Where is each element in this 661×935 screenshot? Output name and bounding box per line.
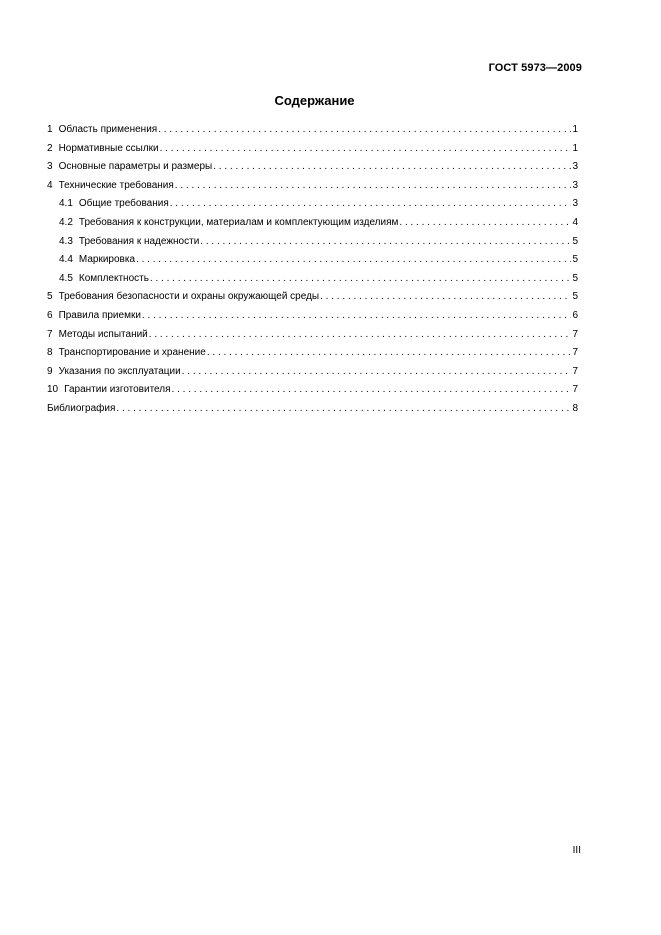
toc-entry-title: Гарантии изготовителя — [64, 384, 171, 396]
toc-entry-number: 8 — [47, 347, 53, 359]
toc-entry-title: Комплектность — [78, 272, 149, 284]
toc-entry[interactable] — [47, 307, 578, 326]
toc-leader-dots — [116, 400, 571, 419]
toc-entry-page: 5 — [572, 291, 578, 303]
toc-entry-page: 7 — [572, 365, 578, 377]
toc-entry-title: Область применения — [58, 124, 158, 135]
toc-entry-title: Общие требования — [78, 198, 169, 210]
toc-leader-dots — [160, 140, 572, 159]
page-number: III — [572, 845, 581, 856]
toc-entry-number: 4.3 — [59, 235, 73, 247]
toc-entry-number: 6 — [47, 309, 53, 321]
toc-leader-dots — [150, 270, 572, 289]
toc-leader-dots — [175, 177, 572, 196]
toc-entry-page: 1 — [572, 124, 578, 135]
toc-leader-dots — [136, 251, 571, 270]
toc-entry-number: 3 — [47, 161, 53, 173]
toc-subentry[interactable] — [47, 195, 578, 214]
toc-entry-page: 6 — [572, 309, 578, 321]
toc-leader-dots — [207, 344, 572, 363]
toc-entry-number: 4.2 — [59, 216, 73, 228]
toc-entry-title: Маркировка — [78, 254, 136, 266]
toc-entry-number: 5 — [47, 291, 53, 303]
toc-entry[interactable] — [47, 158, 578, 177]
table-of-contents — [47, 121, 578, 419]
toc-leader-dots — [172, 381, 572, 400]
toc-entry-number: 4.5 — [59, 272, 73, 284]
toc-entry-title: Транспортирование и хранение — [58, 347, 206, 359]
toc-entry-title: Указания по эксплуатации — [58, 365, 181, 377]
toc-leader-dots — [158, 121, 571, 140]
toc-entry[interactable] — [47, 326, 578, 345]
toc-entry-page: 3 — [572, 161, 578, 173]
toc-leader-dots — [200, 233, 571, 252]
toc-entry-page: 5 — [572, 235, 578, 247]
toc-entry-page: 3 — [572, 179, 578, 191]
toc-entry-title: Правила приемки — [58, 309, 141, 321]
toc-entry-page: 8 — [572, 402, 578, 414]
toc-entry-number: 9 — [47, 365, 53, 377]
toc-entry-title: Требования безопасности и охраны окружающей среды — [58, 291, 320, 303]
toc-subentry[interactable] — [47, 251, 578, 270]
toc-entry-title: Требования к надежности — [78, 235, 200, 247]
toc-entry-number: 10 — [47, 384, 59, 396]
toc-entry-bibliography[interactable] — [47, 400, 578, 419]
toc-entry-number: 4.1 — [59, 198, 73, 210]
toc-entry-number: 1 — [47, 124, 53, 135]
toc-entry-title: Технические требования — [58, 179, 174, 191]
toc-leader-dots — [399, 214, 571, 233]
toc-entry-number: 7 — [47, 328, 53, 340]
toc-entry[interactable] — [47, 121, 578, 140]
toc-entry-page: 5 — [572, 254, 578, 266]
toc-entry-title: Требования к конструкции, материалам и комплектующим изделиям — [78, 216, 399, 228]
toc-entry-title: Методы испытаний — [58, 328, 148, 340]
toc-entry-title: Нормативные ссылки — [58, 142, 159, 154]
toc-entry-page: 7 — [572, 328, 578, 340]
toc-entry-page: 7 — [572, 384, 578, 396]
toc-subentry[interactable] — [47, 233, 578, 252]
toc-entry-page: 4 — [572, 216, 578, 228]
toc-entry-number: 4 — [47, 179, 53, 191]
toc-entry[interactable] — [47, 177, 578, 196]
toc-subentry[interactable] — [47, 270, 578, 289]
toc-leader-dots — [149, 326, 572, 345]
toc-title: Содержание — [274, 93, 355, 108]
toc-entry[interactable] — [47, 140, 578, 159]
toc-entry-page: 5 — [572, 272, 578, 284]
toc-entry-title: Основные параметры и размеры — [58, 161, 213, 173]
toc-entry-title: Библиография — [47, 402, 116, 414]
toc-subentry[interactable] — [47, 214, 578, 233]
toc-leader-dots — [182, 363, 572, 382]
toc-leader-dots — [213, 158, 571, 177]
toc-entry[interactable] — [47, 288, 578, 307]
toc-entry-page: 1 — [572, 142, 578, 154]
toc-entry-number: 4.4 — [59, 254, 73, 266]
toc-leader-dots — [320, 288, 571, 307]
toc-entry-number: 2 — [47, 142, 53, 154]
toc-leader-dots — [142, 307, 572, 326]
toc-entry[interactable] — [47, 363, 578, 382]
standard-code: ГОСТ 5973—2009 — [488, 62, 582, 74]
toc-entry-page: 3 — [572, 198, 578, 210]
toc-entry[interactable] — [47, 381, 578, 400]
toc-entry[interactable] — [47, 344, 578, 363]
toc-entry-page: 7 — [572, 347, 578, 359]
toc-leader-dots — [170, 195, 572, 214]
